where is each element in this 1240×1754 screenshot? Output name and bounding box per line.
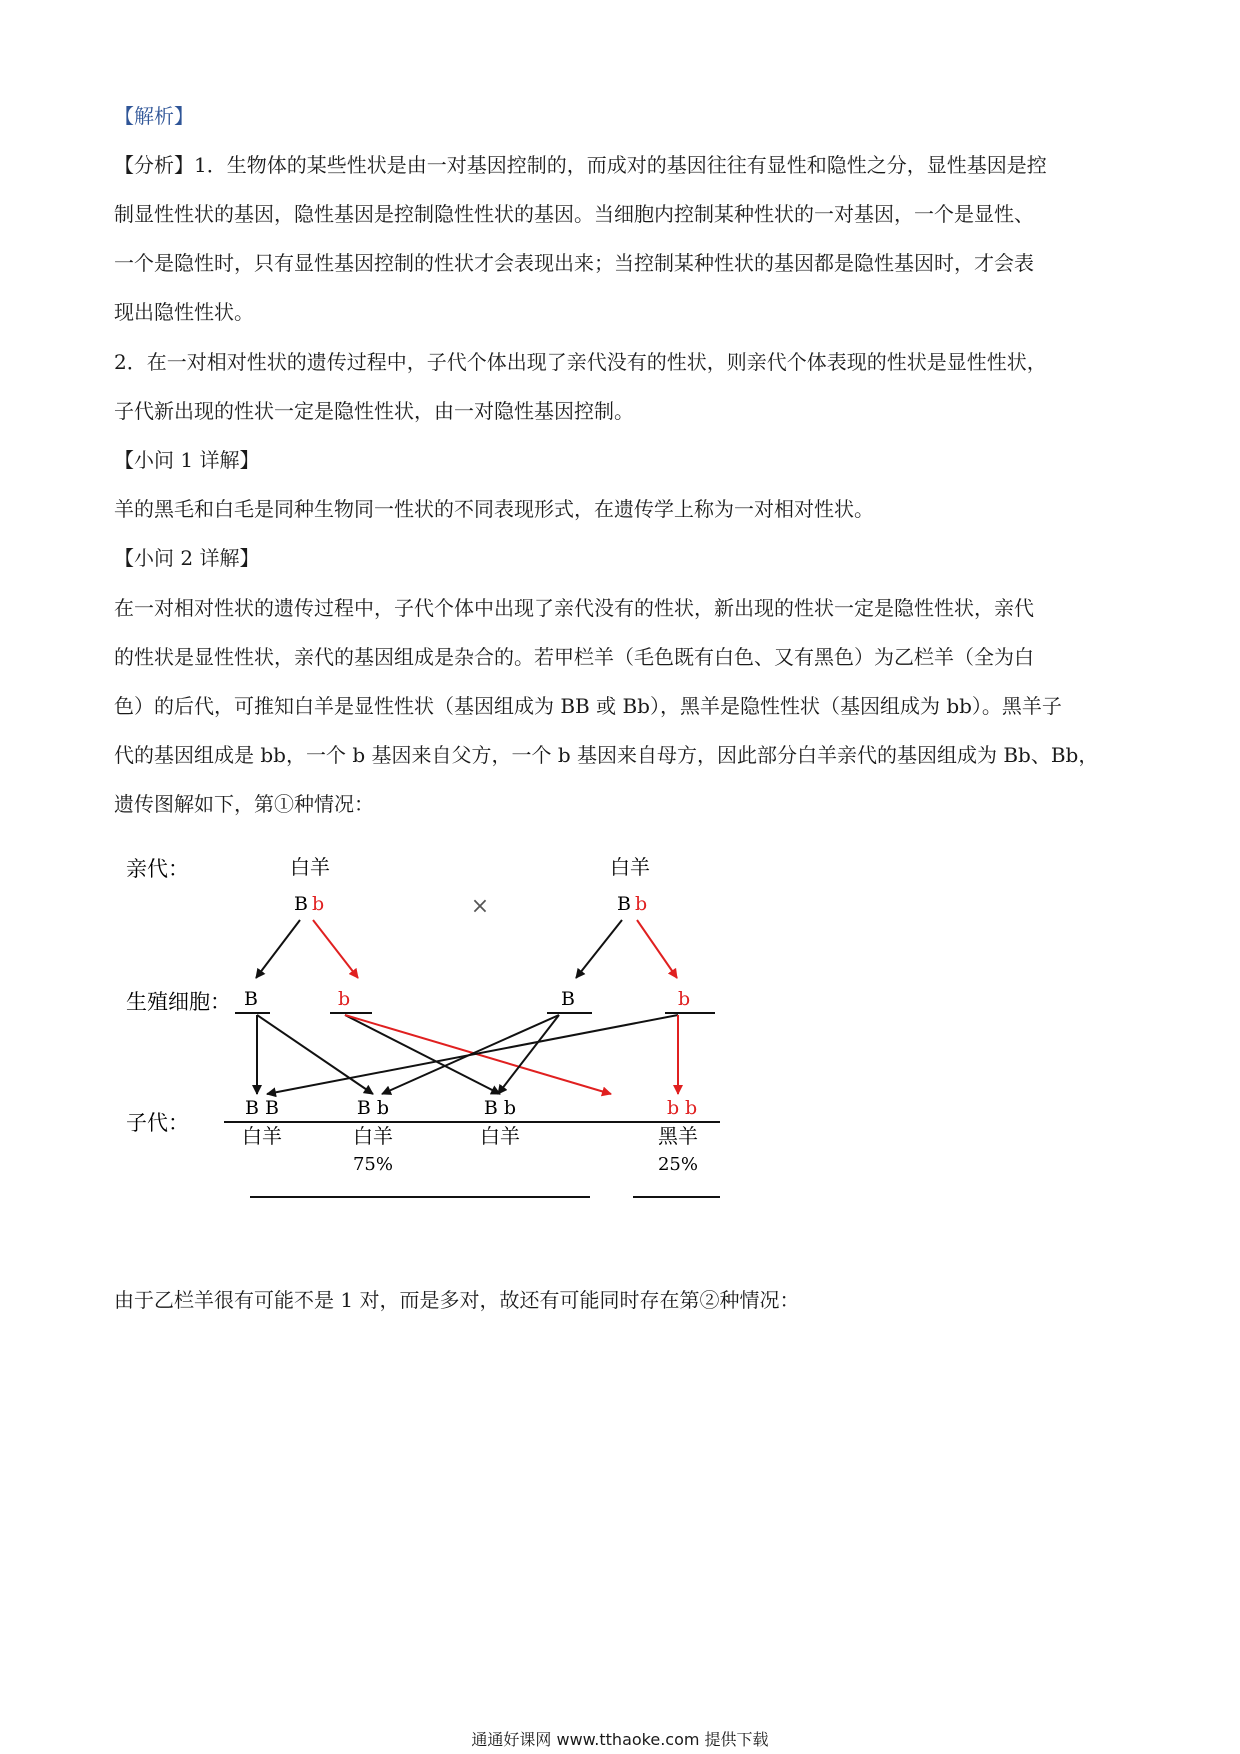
- parent-right-gene-B: B: [617, 893, 631, 915]
- section-heading: 【解析】: [114, 104, 194, 128]
- arrow-gamete-to-offspring: [267, 1015, 678, 1094]
- arrow-parent-to-gamete: [256, 920, 300, 978]
- parent-left-name: 白羊: [290, 855, 330, 879]
- paragraph-line: 2．在一对相对性状的遗传过程中，子代个体出现了亲代没有的性状，则亲代个体表现的性状是显性性状，: [114, 350, 1047, 374]
- paragraph-line: 现出隐性性状。: [114, 300, 254, 324]
- arrow-parent-to-gamete: [576, 920, 622, 978]
- paragraph-line: 遗传图解如下，第①种情况：: [114, 792, 374, 816]
- paragraph-line: 的性状是显性性状，亲代的基因组成是杂合的。若甲栏羊（毛色既有白色、又有黑色）为乙栏羊（全为白: [114, 645, 1034, 669]
- gamete-b: b: [338, 988, 351, 1010]
- label-gamete: 生殖细胞：: [126, 990, 231, 1014]
- paragraph-line: 代的基因组成是 bb，一个 b 基因来自父方，一个 b 基因来自母方，因此部分白羊亲代的基因组成为 Bb、Bb，: [114, 743, 1099, 767]
- offspring-genotype: B b: [483, 1097, 517, 1119]
- cross-symbol: ×: [470, 894, 490, 919]
- offspring-genotype: B B: [245, 1097, 279, 1119]
- paragraph-line: 色）的后代，可推知白羊是显性性状（基因组成为 BB 或 Bb），黑羊是隐性性状（基因组成为 bb）。黑羊子: [114, 694, 1062, 718]
- page-footer: 通通好课网 www.tthaoke.com 提供下载: [471, 1730, 769, 1749]
- paragraph-line: 在一对相对性状的遗传过程中，子代个体中出现了亲代没有的性状，新出现的性状一定是隐性性状，亲代: [114, 596, 1034, 620]
- paragraph-line: 一个是隐性时，只有显性基因控制的性状才会表现出来；当控制某种性状的基因都是隐性基因时，才会表: [114, 251, 1034, 275]
- paragraph-line: 【分析】1．生物体的某些性状是由一对基因控制的，而成对的基因往往有显性和隐性之分，显性基因是控: [114, 153, 1047, 177]
- arrow-parent-to-gamete: [637, 920, 677, 978]
- ratio-white: 75%: [352, 1154, 394, 1175]
- paragraph-line: 羊的黑毛和白毛是同种生物同一性状的不同表现形式，在遗传学上称为一对相对性状。: [114, 497, 874, 521]
- parent-left-gene-b: b: [312, 893, 325, 915]
- label-parent: 亲代：: [126, 857, 189, 881]
- parent-left-gene-B: B: [294, 893, 308, 915]
- offspring-genotype: B b: [356, 1097, 390, 1119]
- arrow-gamete-to-offspring: [257, 1015, 373, 1094]
- paragraph-line: 子代新出现的性状一定是隐性性状，由一对隐性基因控制。: [114, 399, 634, 423]
- ratio-black: 25%: [657, 1154, 699, 1175]
- gamete-b: b: [678, 988, 691, 1010]
- paragraph-line: 制显性性状的基因，隐性基因是控制隐性性状的基因。当细胞内控制某种性状的一对基因，一个是显性、: [114, 202, 1034, 226]
- offspring-phenotype: 白羊: [353, 1124, 393, 1148]
- closing-line: 由于乙栏羊很有可能不是 1 对，而是多对，故还有可能同时存在第②种情况：: [114, 1288, 800, 1312]
- parent-right-gene-b: b: [635, 893, 648, 915]
- offspring-phenotype: 白羊: [480, 1124, 520, 1148]
- parent-right-name: 白羊: [610, 855, 650, 879]
- subquestion-heading: 【小问 1 详解】: [114, 448, 260, 472]
- offspring-genotype-b1: b: [667, 1097, 680, 1119]
- gamete-B: B: [561, 988, 575, 1010]
- genetic-cross-diagram: [110, 845, 750, 1205]
- arrow-parent-to-gamete: [313, 920, 358, 978]
- label-offspring: 子代：: [126, 1111, 189, 1135]
- offspring-phenotype: 白羊: [242, 1124, 282, 1148]
- offspring-genotype-b2: b: [685, 1097, 698, 1119]
- subquestion-heading: 【小问 2 详解】: [114, 546, 260, 570]
- offspring-phenotype: 黑羊: [658, 1124, 698, 1148]
- arrow-gamete-to-offspring: [498, 1015, 559, 1094]
- gamete-B: B: [244, 988, 258, 1010]
